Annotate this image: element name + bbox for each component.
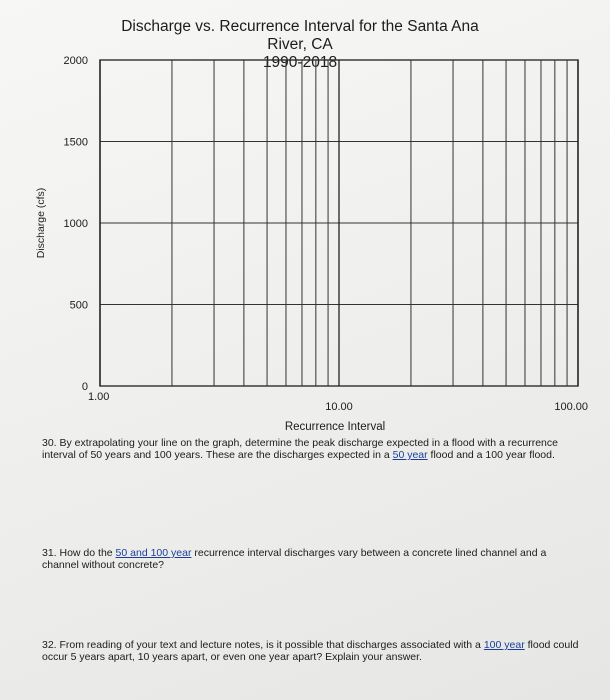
y-tick-label-1500: 1500 <box>63 136 88 149</box>
question-30 <box>42 437 582 461</box>
question-30-link[interactable]: 50 year <box>392 449 428 461</box>
question-30-text: 30. By extrapolating your line on the graph, determine the peak discharge expected in a flood with a recurrence interval of 50 years and 100 years. These are the discharges expected in a <box>42 437 558 461</box>
y-tick-label-500: 500 <box>69 299 88 312</box>
question-32-link[interactable]: 100 year <box>483 639 525 651</box>
question-32-text: 32. From reading of your text and lecture notes, is it possible that discharges associated with a <box>42 639 484 651</box>
question-32 <box>42 639 582 663</box>
question-32-text-end: flood could occur 5 years apart, 10 years apart, or even one year apart? Explain your answer. <box>42 639 579 663</box>
x-tick-label-10: 10.00 <box>325 401 353 413</box>
x-tick-label-100: 100.00 <box>554 401 588 413</box>
chart-title-line-2: 1990-2018 <box>262 54 338 71</box>
question-30-text-end: flood and a 100 year flood. <box>427 449 555 461</box>
x-tick-label-1: 1.00 <box>88 391 110 403</box>
question-31-text-end: recurrence interval discharges vary between a concrete lined channel and a channel without concrete? <box>42 547 547 571</box>
chart-title-line-1: Discharge vs. Recurrence Interval for the Santa Ana River, CA <box>121 18 479 53</box>
question-31 <box>42 547 582 571</box>
y-tick-label-1000: 1000 <box>63 218 88 230</box>
y-tick-label-0: 0 <box>81 381 88 393</box>
question-31-text: 31. How do the <box>42 547 116 559</box>
question-31-link[interactable]: 50 and 100 year <box>115 547 192 559</box>
x-axis-label: Recurrence Interval <box>284 421 386 433</box>
y-axis-label: Discharge (cfs) <box>35 187 47 259</box>
y-tick-label-2000: 2000 <box>63 55 88 67</box>
